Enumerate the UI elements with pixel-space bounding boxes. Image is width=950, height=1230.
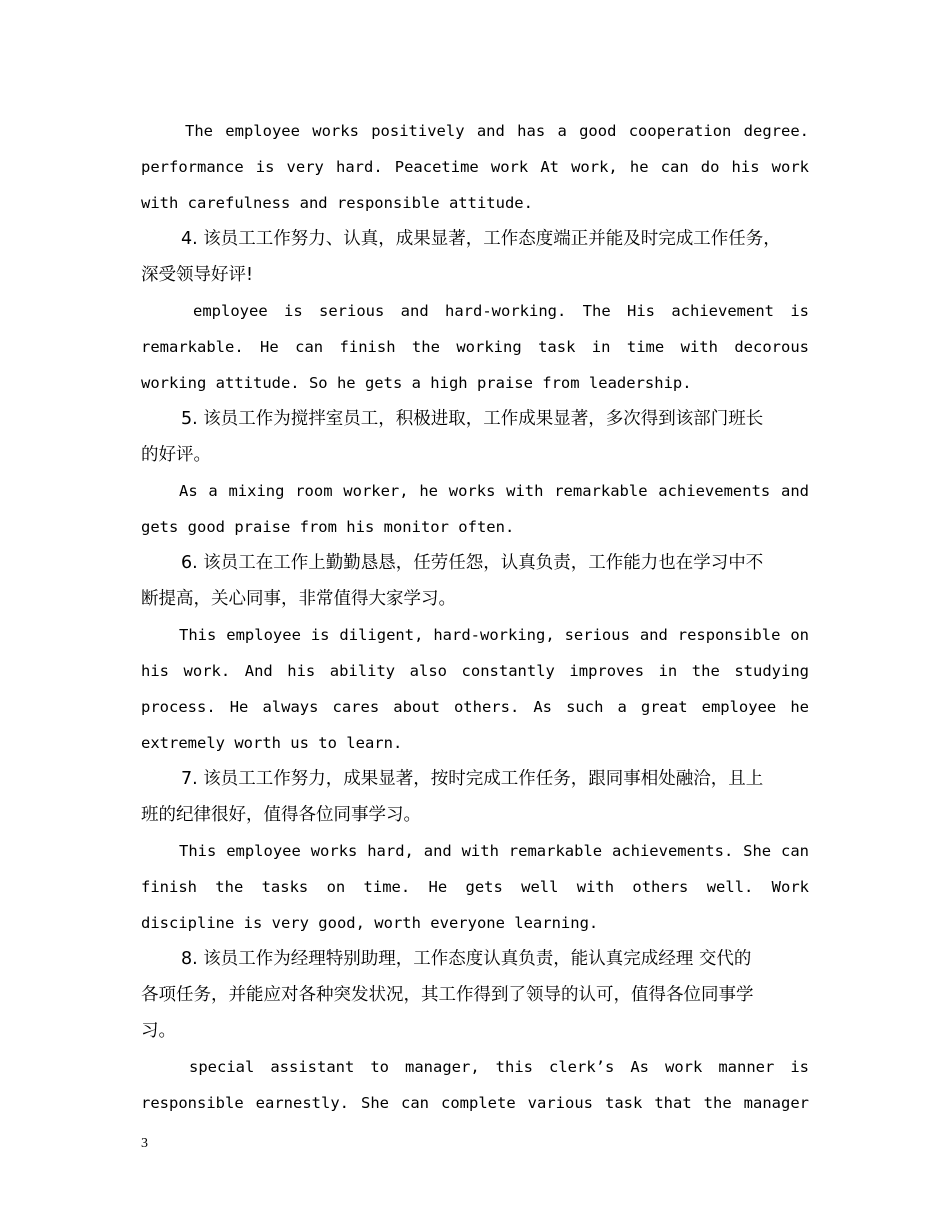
- english-text-line: his work. And his ability also constantly improves in the studying: [141, 662, 809, 680]
- chinese-text-line: 班的纪律很好，值得各位同事学习。: [141, 805, 421, 825]
- chinese-text-line: 的好评。: [141, 445, 211, 465]
- body-text: [141, 113, 809, 1121]
- english-text-line: remarkable. He can finish the working task in time with decorous: [141, 338, 809, 356]
- english-text-line: special assistant to manager, this clerk’s As work manner is: [189, 1058, 809, 1076]
- english-text-line: with carefulness and responsible attitude.: [141, 194, 533, 212]
- chinese-text-line: 8. 该员工作为经理特别助理，工作态度认真负责，能认真完成经理 交代的: [181, 949, 752, 969]
- english-text-line: This employee works hard, and with remarkable achievements. She can: [179, 842, 809, 860]
- chinese-text-line: 7. 该员工工作努力，成果显著，按时完成工作任务，跟同事相处融洽，且上: [181, 769, 764, 789]
- english-text-line: discipline is very good, worth everyone learning.: [141, 914, 599, 932]
- chinese-text-line: 6. 该员工在工作上勤勤恳恳，任劳任怨，认真负责，工作能力也在学习中不: [181, 553, 764, 573]
- english-text-line: employee is serious and hard-working. The His achievement is: [193, 302, 809, 320]
- english-text-line: process. He always cares about others. As such a great employee he: [141, 698, 809, 716]
- chinese-text-line: 各项任务，并能应对各种突发状况，其工作得到了领导的认可，值得各位同事学: [141, 985, 754, 1005]
- chinese-text-line: 深受领导好评!: [141, 265, 254, 285]
- english-text-line: This employee is diligent, hard-working, serious and responsible on: [179, 626, 809, 644]
- page-number: 3: [141, 1136, 148, 1151]
- english-text-line: gets good praise from his monitor often.: [141, 518, 515, 536]
- english-text-line: The employee works positively and has a good cooperation degree.: [185, 122, 809, 140]
- english-text-line: finish the tasks on time. He gets well with others well. Work: [141, 878, 809, 896]
- english-text-line: working attitude. So he gets a high praise from leadership.: [141, 374, 692, 392]
- english-text-line: As a mixing room worker, he works with remarkable achievements and: [179, 482, 809, 500]
- english-text-line: responsible earnestly. She can complete various task that the manager: [141, 1094, 809, 1112]
- english-text-line: performance is very hard. Peacetime work At work, he can do his work: [141, 158, 809, 176]
- english-text-line: extremely worth us to learn.: [141, 734, 403, 752]
- chinese-text-line: 断提高，关心同事，非常值得大家学习。: [141, 589, 456, 609]
- chinese-text-line: 4. 该员工工作努力、认真，成果显著，工作态度端正并能及时完成工作任务，: [181, 229, 781, 249]
- chinese-text-line: 5. 该员工作为搅拌室员工，积极进取，工作成果显著，多次得到该部门班长: [181, 409, 764, 429]
- chinese-text-line: 习。: [141, 1021, 176, 1041]
